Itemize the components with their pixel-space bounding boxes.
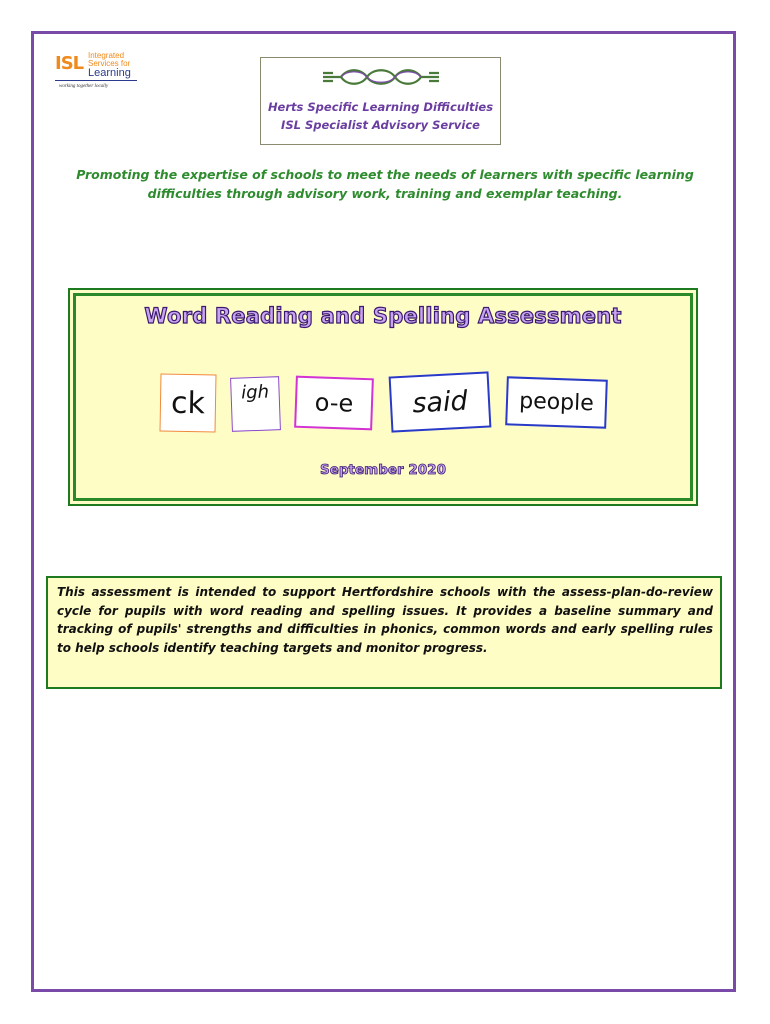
isl-logo-rule	[55, 80, 137, 81]
isl-name-line-3: Learning	[88, 67, 131, 79]
service-header-box	[260, 57, 501, 145]
word-card-people: people	[505, 376, 608, 428]
description-box	[46, 576, 722, 689]
title-box	[68, 288, 698, 506]
isl-logo-tagline: working together locally	[59, 84, 109, 89]
isl-logo	[55, 50, 145, 90]
isl-logo-letters: ISL	[55, 53, 84, 74]
celtic-knot-icon	[321, 66, 441, 88]
isl-name-line-2: Services for	[88, 59, 131, 68]
word-card-said: said	[389, 371, 492, 432]
isl-logo-name	[88, 52, 131, 79]
service-name: Herts Specific Learning Difficulties	[267, 100, 494, 114]
word-card-igh: igh	[230, 376, 281, 432]
intro-statement: Promoting the expertise of schools to meet the needs of learners with specific learning difficulties through advisory work, training and exemplar teaching.	[76, 167, 694, 201]
isl-name-line-1: Integrated	[88, 51, 125, 60]
service-subtitle: ISL Specialist Advisory Service	[281, 118, 480, 132]
word-card-o-e: o-e	[294, 376, 374, 431]
description-text: This assessment is intended to support Hertfordshire schools with the assess-plan-do-review cycle for pupils with word reading and spelling issues. It provides a baseline summary and tracking of pupils' strengths and difficulties in phonics, common words and early spelling rules to help schools identify teaching targets and monitor progress.	[57, 585, 713, 655]
document-date: September 2020	[320, 462, 446, 478]
word-card-ck: ck	[159, 374, 216, 433]
document-title: Word Reading and Spelling Assessment	[144, 304, 622, 328]
